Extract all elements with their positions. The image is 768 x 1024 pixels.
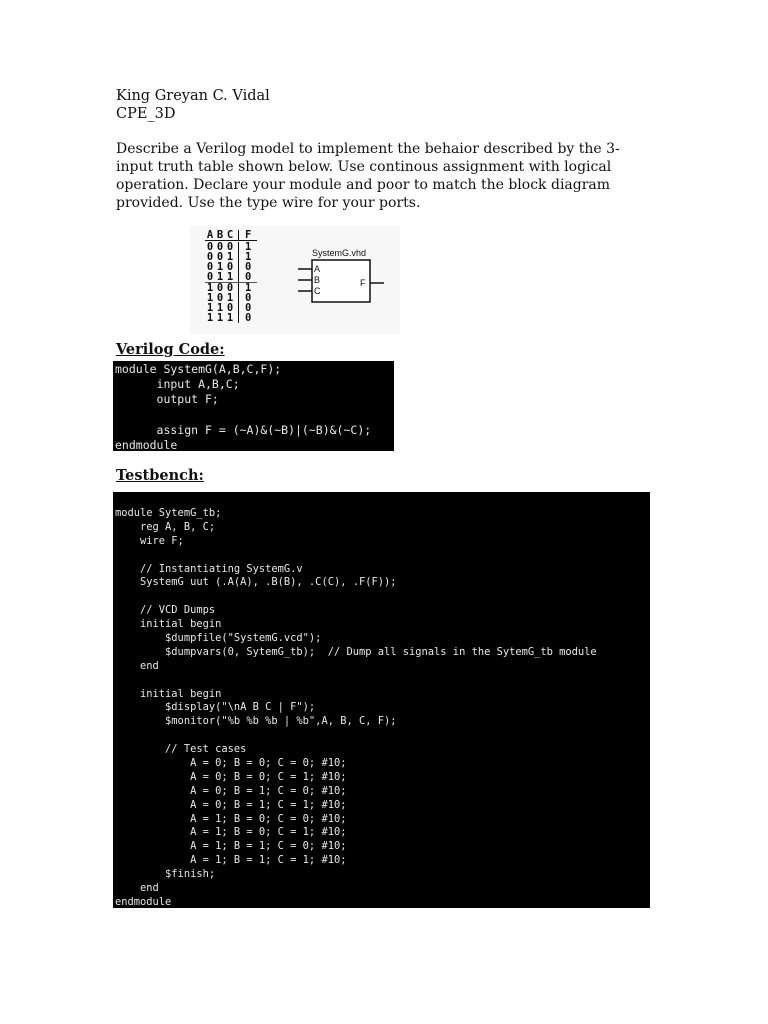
truth-table-cell: 0 (216, 282, 224, 294)
author-name: King Greyan C. Vidal (116, 88, 270, 104)
truth-table-cell: 0 (216, 251, 224, 263)
code-line (115, 674, 650, 688)
truth-table-cell: 0 (206, 271, 214, 283)
problem-statement: Describe a Verilog model to implement the behaior described by the 3-input truth table shown below. Use continous assignment with logical operation. Declare your module and poor to match the block diagram provided. Use the type wire for your ports. (116, 141, 620, 211)
truth-table-cell: 0 (216, 292, 224, 304)
truth-table-cell: 1 (206, 282, 214, 294)
code-line: SystemG uut (.A(A), .B(B), .C(C), .F(F)); (115, 576, 397, 589)
truth-table-row (205, 313, 257, 323)
input-label-b: B (314, 275, 321, 285)
code-line (115, 590, 650, 604)
verilog-code-heading: Verilog Code: (116, 341, 225, 358)
code-line: end (115, 659, 159, 672)
block-diagram-title: SystemG.vhd (312, 248, 367, 258)
input-label-c: C (314, 286, 321, 296)
truth-table-header-cell: C (226, 229, 234, 241)
code-line: // VCD Dumps (115, 604, 216, 617)
truth-table-divider (238, 313, 245, 323)
truth-table-cell: 0 (245, 302, 252, 314)
truth-table-cell: 0 (206, 241, 214, 253)
truth-table-divider (238, 272, 245, 282)
truth-table-divider (238, 303, 245, 313)
truth-table-cell: 0 (226, 282, 234, 294)
truth-table-cell: 1 (226, 251, 234, 263)
truth-table-cell: 0 (226, 241, 234, 253)
code-line: end (115, 882, 159, 895)
truth-table-cell: 1 (216, 302, 224, 314)
code-line: A = 0; B = 1; C = 1; #10; (115, 798, 347, 811)
truth-table-cell: 0 (206, 261, 214, 273)
truth-table-divider (238, 293, 245, 303)
truth-table-cell: 1 (216, 261, 224, 273)
code-line: output F; (115, 392, 219, 407)
truth-table-header-cell: A (206, 229, 214, 241)
code-line: module SytemG_tb; (115, 507, 222, 519)
truth-table-cell: 0 (216, 241, 224, 253)
code-line: A = 1; B = 0; C = 1; #10; (115, 826, 347, 839)
truth-table-cell: 1 (245, 241, 252, 253)
truth-table-header-cell: F (245, 229, 252, 241)
truth-table-divider (238, 252, 245, 262)
truth-table-cell: 1 (206, 312, 214, 324)
truth-table-row (205, 272, 257, 282)
code-line: A = 0; B = 0; C = 1; #10; (115, 770, 347, 783)
code-line: // Test cases (115, 743, 247, 756)
truth-table-cell: 0 (245, 312, 252, 324)
code-line: $dumpfile("SystemG.vcd"); (115, 632, 322, 645)
code-line: // Instantiating SystemG.v (115, 562, 303, 575)
code-line: $dumpvars(0, SytemG_tb); // Dump all signals in the SytemG_tb module (115, 645, 597, 658)
truth-table-cell: 0 (245, 292, 252, 304)
block-diagram (296, 246, 386, 306)
truth-table-divider (238, 262, 245, 272)
truth-table-cell: 1 (226, 292, 234, 304)
truth-table-cell: 1 (216, 312, 224, 324)
code-line: $finish; (115, 868, 216, 881)
code-line: initial begin (115, 618, 222, 631)
truth-table-cell: 1 (216, 271, 224, 283)
code-line: $monitor("%b %b %b | %b",A, B, C, F); (115, 715, 397, 728)
input-label-a: A (314, 264, 321, 274)
code-line: assign F = (~A)&(~B)|(~B)&(~C); (115, 422, 372, 437)
truth-table-cell: 0 (206, 251, 214, 263)
code-line: initial begin (115, 687, 222, 700)
truth-table (205, 230, 257, 323)
truth-table-cell: 1 (226, 271, 234, 283)
code-line: reg A, B, C; (115, 520, 216, 533)
verilog-code-block (113, 361, 394, 451)
truth-table-cell: 0 (226, 302, 234, 314)
class-section: CPE_3D (116, 106, 176, 122)
code-line: module SystemG(A,B,C,F); (115, 362, 282, 376)
code-line: endmodule (115, 437, 178, 452)
code-line: A = 1; B = 1; C = 0; #10; (115, 840, 347, 853)
truth-table-cell: 0 (245, 261, 252, 273)
code-line: endmodule (115, 895, 172, 908)
truth-table-cell: 1 (206, 292, 214, 304)
truth-table-divider (238, 230, 245, 240)
code-line: $display("\nA B C | F"); (115, 701, 316, 714)
truth-table-header (205, 230, 257, 241)
testbench-code-block (113, 492, 650, 908)
truth-table-header-cell: B (216, 229, 224, 241)
code-line (115, 729, 650, 743)
code-line: wire F; (115, 534, 184, 547)
truth-table-cell: 1 (226, 312, 234, 324)
output-label-f: F (360, 278, 366, 288)
truth-table-cell: 1 (245, 251, 252, 263)
code-line: A = 0; B = 0; C = 0; #10; (115, 757, 347, 770)
truth-table-cell: 0 (226, 261, 234, 273)
testbench-heading: Testbench: (116, 467, 204, 484)
code-line: A = 1; B = 1; C = 1; #10; (115, 854, 347, 867)
code-line (115, 549, 650, 563)
code-line: A = 0; B = 1; C = 0; #10; (115, 784, 347, 797)
truth-table-cell: 1 (245, 282, 252, 294)
code-line: A = 1; B = 0; C = 0; #10; (115, 812, 347, 825)
truth-table-divider (238, 242, 245, 252)
truth-table-cell: 0 (245, 271, 252, 283)
truth-table-cell: 1 (206, 302, 214, 314)
code-line: input A,B,C; (115, 377, 240, 392)
code-line (115, 408, 394, 423)
truth-table-divider (238, 283, 245, 293)
